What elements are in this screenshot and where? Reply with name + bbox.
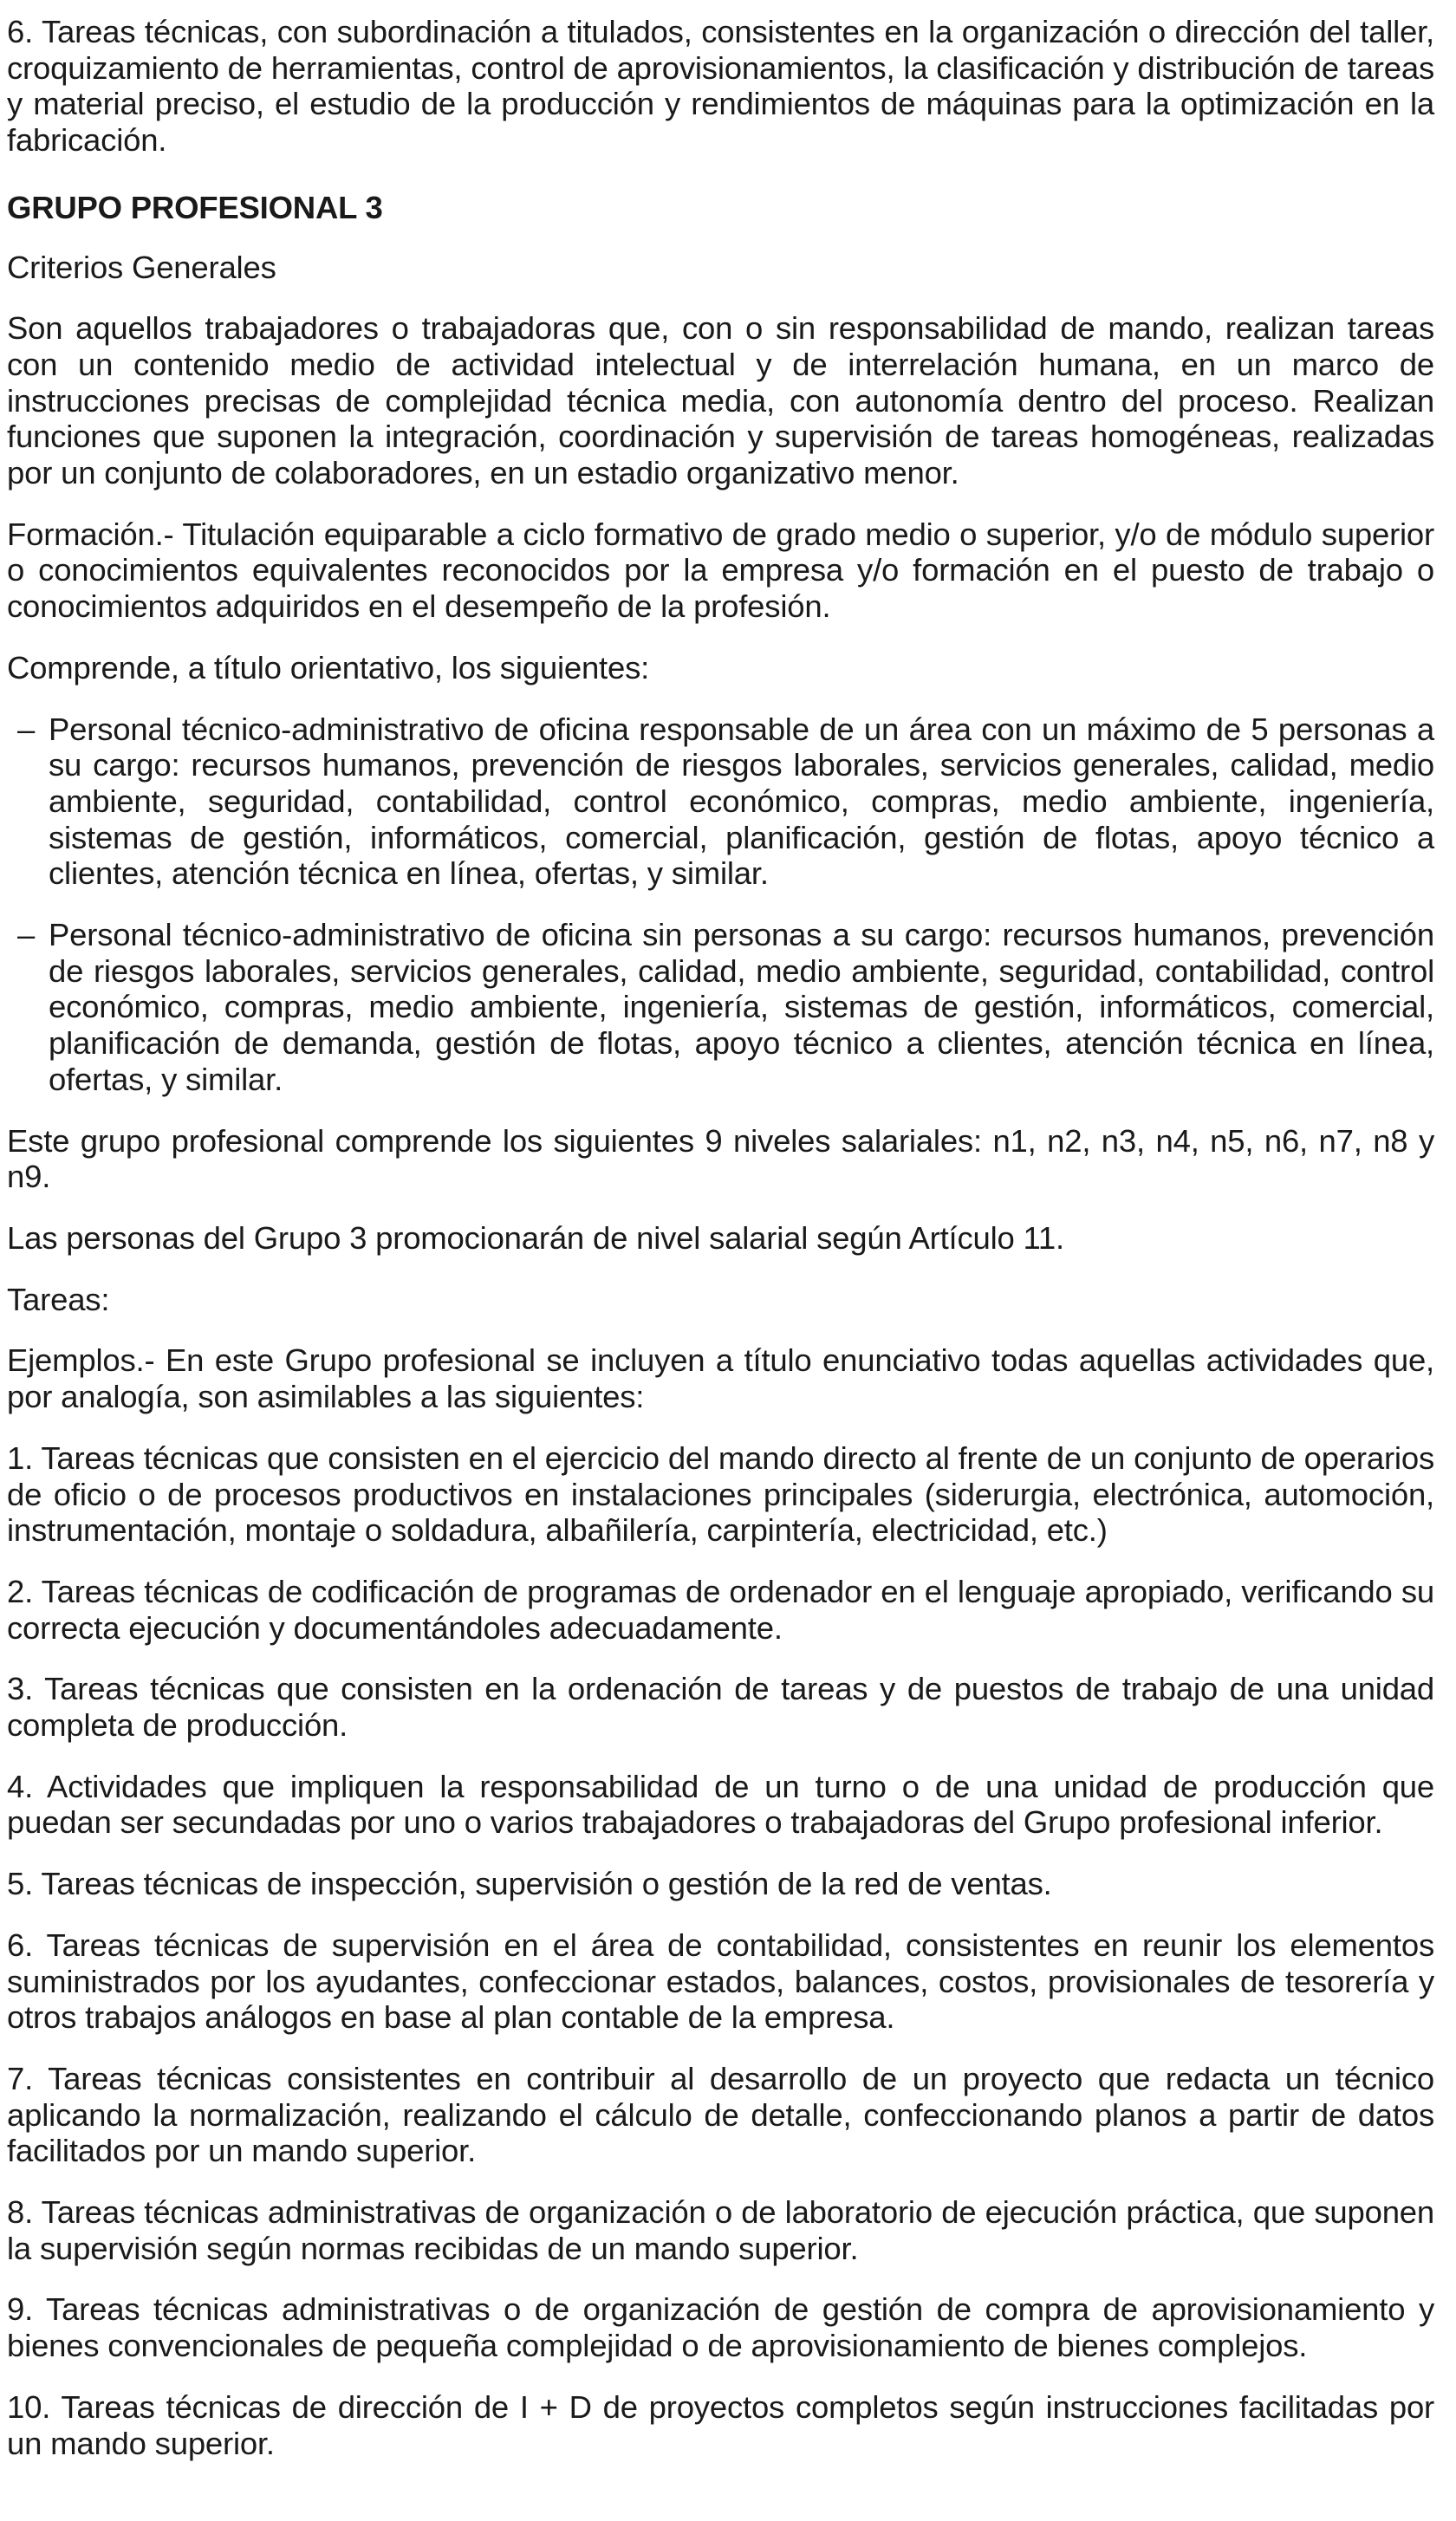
bullet-item-text: Personal técnico-administrativo de oficina responsable de un área con un máximo de 5 personas a su cargo: recursos humanos, prevención de riesgos laborales, servicios generales, calidad, medio ambiente, seguridad, contabilidad, control económico, compras, medio ambiente, ingeniería, sistemas de gestión, informáticos, comercial, planificación, gestión de flotas, apoyo técnico a clientes, atención técnica en línea, ofertas, y similar. xyxy=(49,711,1434,892)
task-item-3: 3. Tareas técnicas que consisten en la ordenación de tareas y de puestos de trabajo de una unidad completa de producción. xyxy=(7,1671,1434,1744)
bullet-item-personal-con-cargo xyxy=(7,711,1434,893)
promocion-paragraph: Las personas del Grupo 3 promocionarán de nivel salarial según Artículo 11. xyxy=(7,1219,1064,1256)
criterios-generales-paragraph: Son aquellos trabajadores o trabajadoras que, con o sin responsabilidad de mando, realizan tareas con un contenido medio de actividad intelectual y de interrelación humana, en un marco de instrucciones precisas de complejidad técnica media, con autonomía dentro del proceso. Realizan funciones que suponen la integración, coordinación y supervisión de tareas homogéneas, realizadas por un conjunto de colaboradores, en un estadio organizativo menor. xyxy=(7,310,1434,491)
bullet-item-text: Personal técnico-administrativo de oficina sin personas a su cargo: recursos humanos, prevención de riesgos laborales, servicios generales, calidad, medio ambiente, seguridad, contabilidad, control económico, compras, medio ambiente, ingeniería, sistemas de gestión, informáticos, comercial, planificación de demanda, gestión de flotas, apoyo técnico a clientes, atención técnica en línea, ofertas, y similar. xyxy=(49,917,1434,1097)
section-heading-grupo-profesional-3: GRUPO PROFESIONAL 3 xyxy=(7,189,383,225)
task-item-4: 4. Actividades que impliquen la responsabilidad de un turno o de una unidad de producción que puedan ser secundadas por uno o varios trabajadores o trabajadoras del Grupo profesional inferior. xyxy=(7,1768,1434,1841)
task-item-5: 5. Tareas técnicas de inspección, supervisión o gestión de la red de ventas. xyxy=(7,1866,1052,1902)
ejemplos-paragraph: Ejemplos.- En este Grupo profesional se incluyen a título enunciativo todas aquellas actividades que, por analogía, son asimilables a las siguientes: xyxy=(7,1342,1434,1415)
criterios-generales-label: Criterios Generales xyxy=(7,249,276,285)
bullet-item-personal-sin-cargo xyxy=(7,917,1434,1098)
comprende-paragraph: Comprende, a título orientativo, los siguientes: xyxy=(7,649,650,685)
task-item-6: 6. Tareas técnicas de supervisión en el área de contabilidad, consistentes en reunir los elementos suministrados por los ayudantes, confeccionar estados, balances, costos, provisionales de tesorería y otros trabajos análogos en base al plan contable de la empresa. xyxy=(7,1926,1434,2036)
task-item-2: 2. Tareas técnicas de codificación de programas de ordenador en el lenguaje apropiado, verificando su correcta ejecución y documentándoles adecuadamente. xyxy=(7,1573,1434,1646)
task-item-1: 1. Tareas técnicas que consisten en el ejercicio del mando directo al frente de un conjunto de operarios de oficio o de procesos productivos en instalaciones principales (siderurgia, electrónica, automoción, instrumentación, montaje o soldadura, albañilería, carpintería, electricidad, etc.) xyxy=(7,1439,1434,1549)
tareas-label: Tareas: xyxy=(7,1281,110,1317)
task-item-10: 10. Tareas técnicas de dirección de I + D de proyectos completos según instrucciones facilitadas por un mando superior. xyxy=(7,2388,1434,2461)
task-item-7: 7. Tareas técnicas consistentes en contribuir al desarrollo de un proyecto que redacta un técnico aplicando la normalización, realizando el cálculo de detalle, confeccionando planos a partir de datos facilitados por un mando superior. xyxy=(7,2060,1434,2169)
task-item-9: 9. Tareas técnicas administrativas o de organización de gestión de compra de aprovisionamiento y bienes convencionales de pequeña complejidad o de aprovisionamiento de bienes complejos. xyxy=(7,2291,1434,2364)
dash-bullet-marker: – xyxy=(17,917,36,953)
paragraph-task-6-previous-group: 6. Tareas técnicas, con subordinación a titulados, consistentes en la organización o dirección del taller, croquizamiento de herramientas, control de aprovisionamientos, la clasificación y distribución de tareas y material preciso, el estudio de la producción y rendimientos de máquinas para la optimización en la fabricación. xyxy=(7,14,1434,159)
formacion-paragraph: Formación.- Titulación equiparable a ciclo formativo de grado medio o superior, y/o de módulo superior o conocimientos equivalentes reconocidos por la empresa y/o formación en el puesto de trabajo o conocimientos adquiridos en el desempeño de la profesión. xyxy=(7,516,1434,625)
niveles-salariales-paragraph: Este grupo profesional comprende los siguientes 9 niveles salariales: n1, n2, n3, n4, n5, n6, n7, n8 y n9. xyxy=(7,1122,1434,1195)
dash-bullet-marker: – xyxy=(17,711,36,747)
task-item-8: 8. Tareas técnicas administrativas de organización o de laboratorio de ejecución práctica, que suponen la supervisión según normas recibidas de un mando superior. xyxy=(7,2194,1434,2266)
